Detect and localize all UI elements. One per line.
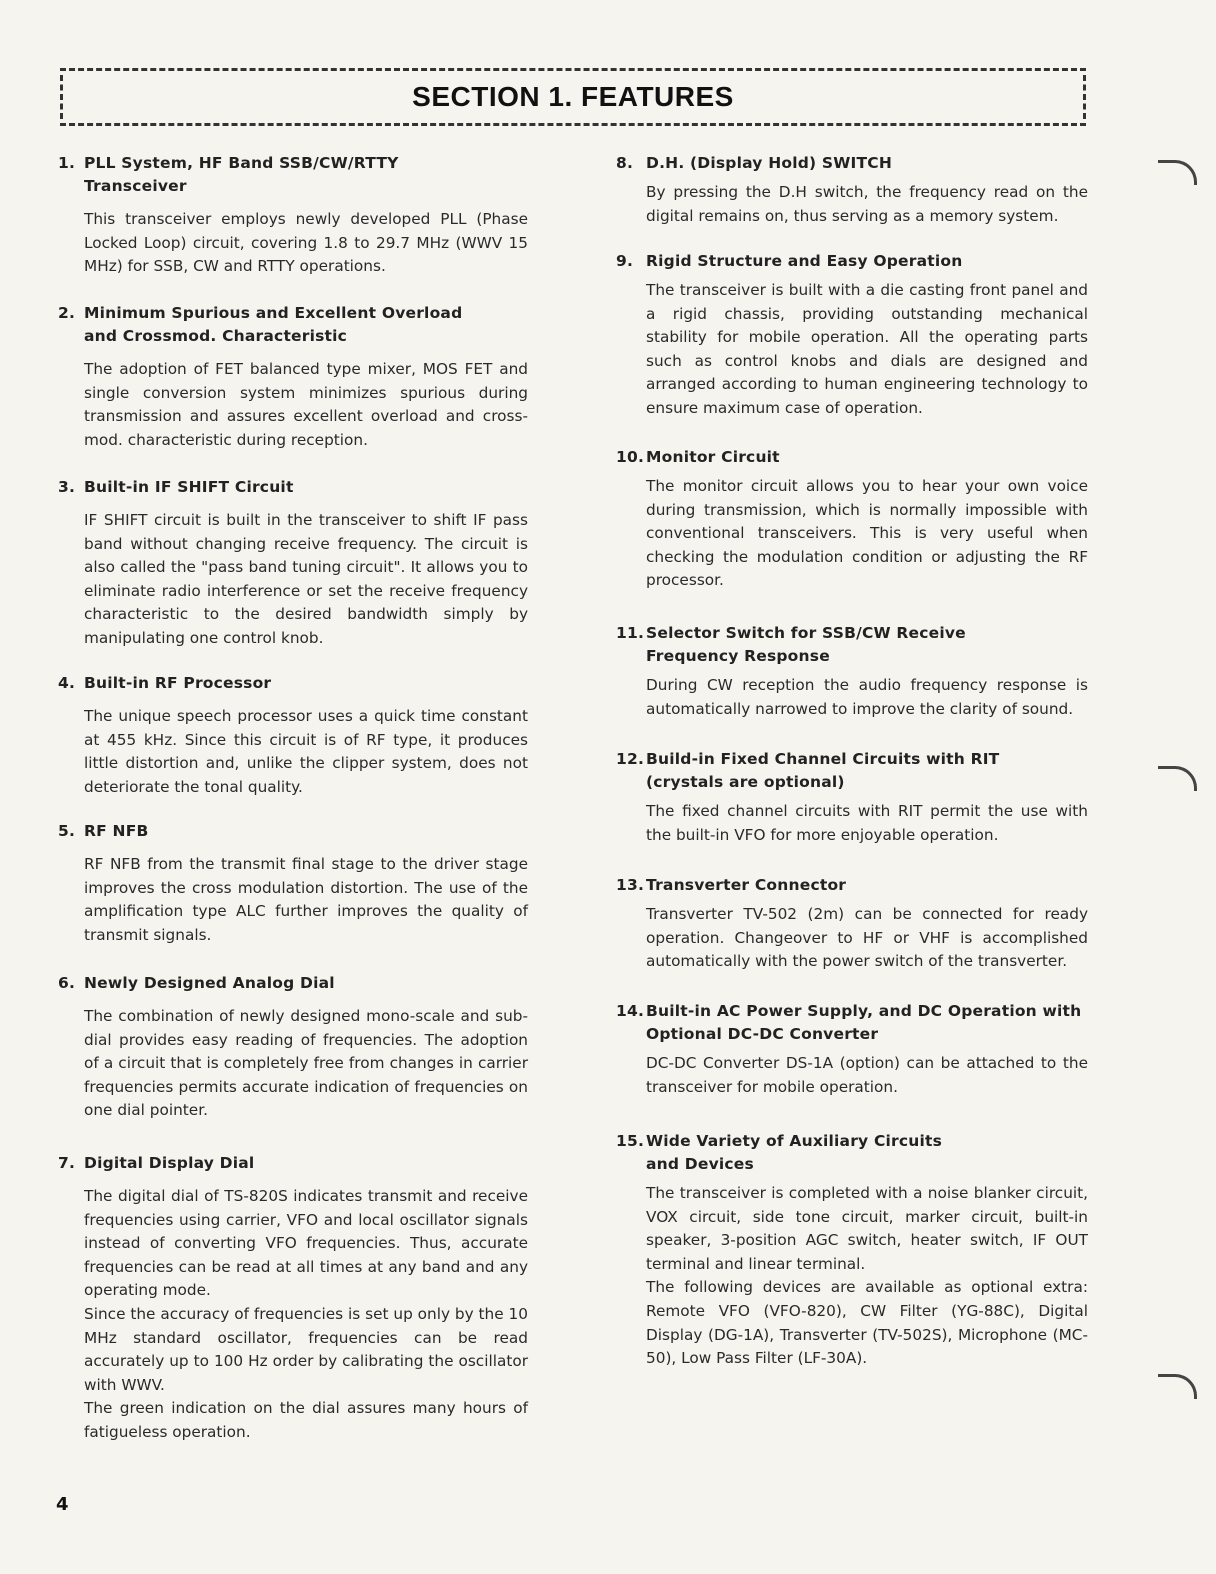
feature-title-line: D.H. (Display Hold) SWITCH <box>646 154 893 172</box>
feature-title-line: Built-in AC Power Supply, and DC Operation with <box>646 1002 1082 1020</box>
feature-paragraph: The combination of newly designed mono-scale and sub-dial provides easy reading of frequencies. The adoption of a circuit that is completely free from changes in carrier frequencies permits accurate indication of frequencies on one dial pointer. <box>84 1007 528 1120</box>
feature-heading <box>58 1152 528 1175</box>
feature-title <box>646 622 1088 668</box>
feature-item <box>616 1000 1088 1099</box>
feature-title <box>646 446 1088 469</box>
feature-title <box>646 748 1088 794</box>
feature-title-line: Digital Display Dial <box>84 1154 255 1172</box>
feature-title <box>84 152 528 198</box>
feature-title <box>646 1130 1088 1176</box>
feature-title-line: PLL System, HF Band SSB/CW/RTTY <box>84 154 399 172</box>
feature-heading <box>616 152 1088 175</box>
feature-item <box>58 152 528 279</box>
feature-title-line: and Crossmod. Characteristic <box>84 327 348 345</box>
feature-title-line: and Devices <box>646 1155 754 1173</box>
feature-paragraph: Transverter TV-502 (2m) can be connected for ready operation. Changeover to HF or VHF is accomplished automatically with the power switch of the transverter. <box>646 905 1088 971</box>
feature-number: 4. <box>58 674 76 692</box>
feature-number: 15. <box>616 1132 645 1150</box>
feature-number: 1. <box>58 154 76 172</box>
feature-description <box>646 279 1088 421</box>
feature-title-line: Wide Variety of Auxiliary Circuits <box>646 1132 943 1150</box>
feature-number: 9. <box>616 252 634 270</box>
feature-title-line: Optional DC-DC Converter <box>646 1025 879 1043</box>
feature-item <box>616 622 1088 721</box>
feature-heading <box>58 672 528 695</box>
section-header-box <box>60 68 1086 126</box>
feature-title <box>84 820 528 843</box>
feature-title <box>84 476 528 499</box>
feature-title <box>646 152 1088 175</box>
page-number: 4 <box>56 1494 69 1515</box>
feature-item <box>616 1130 1088 1371</box>
feature-paragraph: The green indication on the dial assures many hours of fatigueless operation. <box>84 1399 528 1441</box>
feature-paragraph: The following devices are available as optional extra: Remote VFO (VFO-820), CW Filter (YG-88C), Digital Display (DG-1A), Transverter (TV-502S), Microphone (MC-50), Low Pass Filter (LF-30A). <box>646 1278 1088 1368</box>
feature-number: 12. <box>616 750 645 768</box>
binder-hole-mark-top <box>1158 160 1197 185</box>
feature-paragraph: DC-DC Converter DS-1A (option) can be attached to the transceiver for mobile operation. <box>646 1054 1088 1096</box>
feature-paragraph: This transceiver employs newly developed PLL (Phase Locked Loop) circuit, covering 1.8 to 29.7 MHz (WWV 15 MHz) for SSB, CW and RTTY operations. <box>84 210 528 276</box>
feature-description <box>84 208 528 279</box>
feature-heading <box>616 1000 1088 1046</box>
feature-title-line: Built-in RF Processor <box>84 674 272 692</box>
feature-title <box>84 672 528 695</box>
feature-paragraph: Since the accuracy of frequencies is set up only by the 10 MHz standard oscillator, frequencies can be read accurately up to 100 Hz order by calibrating the oscillator with WWV. <box>84 1304 528 1394</box>
binder-hole-mark-middle <box>1158 766 1197 791</box>
feature-number: 7. <box>58 1154 76 1172</box>
feature-paragraph: The unique speech processor uses a quick time constant at 455 kHz. Since this circuit is of RF type, it produces little distortion and, unlike the clipper system, does not deteriorate the tonal quality. <box>84 707 528 796</box>
feature-description <box>646 1182 1088 1371</box>
feature-title <box>84 1152 528 1175</box>
feature-title <box>84 302 528 348</box>
feature-number: 3. <box>58 478 76 496</box>
feature-description <box>84 853 528 947</box>
feature-number: 5. <box>58 822 76 840</box>
section-title: SECTION 1. FEATURES <box>412 81 734 112</box>
feature-title-line: Selector Switch for SSB/CW Receive <box>646 624 966 642</box>
feature-number: 10. <box>616 448 645 466</box>
feature-paragraph: The adoption of FET balanced type mixer, MOS FET and single conversion system minimizes spurious during transmission and assures excellent overload and cross-mod. characteristic during reception. <box>84 360 528 449</box>
feature-description <box>646 800 1088 847</box>
feature-title <box>646 874 1088 897</box>
feature-number: 8. <box>616 154 634 172</box>
feature-heading <box>616 748 1088 794</box>
feature-description <box>646 181 1088 228</box>
feature-number: 13. <box>616 876 645 894</box>
feature-item <box>58 476 528 651</box>
feature-heading <box>616 446 1088 469</box>
feature-paragraph: The digital dial of TS-820S indicates transmit and receive frequencies using carrier, VFO and local oscillator signals instead of converting VFO frequencies. Thus, accurate frequencies can be read at all times at any band and any operating mode. <box>84 1187 528 1300</box>
feature-heading <box>616 1130 1088 1176</box>
feature-title-line: Newly Designed Analog Dial <box>84 974 335 992</box>
feature-number: 6. <box>58 974 76 992</box>
feature-paragraph: During CW reception the audio frequency response is automatically narrowed to improve the clarity of sound. <box>646 676 1088 718</box>
feature-number: 14. <box>616 1002 645 1020</box>
feature-title <box>646 1000 1088 1046</box>
feature-title-line: Built-in IF SHIFT Circuit <box>84 478 294 496</box>
feature-heading <box>616 622 1088 668</box>
feature-description <box>646 1052 1088 1099</box>
feature-paragraph: The transceiver is completed with a noise blanker circuit, VOX circuit, side tone circuit, marker circuit, built-in speaker, 3-position AGC switch, heater switch, IF OUT terminal and linear terminal. <box>646 1184 1088 1273</box>
feature-description <box>84 705 528 799</box>
feature-description <box>646 475 1088 593</box>
feature-paragraph: The monitor circuit allows you to hear your own voice during transmission, which is normally impossible with conventional transceivers. This is very useful when checking the modulation condition or adjusting the RF processor. <box>646 477 1088 590</box>
feature-number: 11. <box>616 624 645 642</box>
feature-heading <box>58 302 528 348</box>
feature-title-line: Frequency Response <box>646 647 830 665</box>
feature-item <box>616 874 1088 974</box>
feature-paragraph: RF NFB from the transmit final stage to the driver stage improves the cross modulation distortion. The use of the amplification type ALC further improves the quality of transmit signals. <box>84 855 528 944</box>
feature-description <box>646 903 1088 974</box>
feature-heading <box>58 820 528 843</box>
feature-title-line: (crystals are optional) <box>646 773 845 791</box>
feature-paragraph: The transceiver is built with a die casting front panel and a rigid chassis, providing outstanding mechanical stability for mobile operation. All the operating parts such as control knobs and dials are designed and arranged according to human engineering technology to ensure maximum case of operation. <box>646 281 1088 417</box>
feature-title-line: Rigid Structure and Easy Operation <box>646 252 963 270</box>
feature-item <box>616 250 1088 421</box>
feature-item <box>616 152 1088 228</box>
feature-item <box>58 972 528 1123</box>
binder-hole-mark-bottom <box>1158 1374 1197 1399</box>
feature-item <box>58 1152 528 1445</box>
feature-item <box>58 302 528 452</box>
feature-paragraph: IF SHIFT circuit is built in the transceiver to shift IF pass band without changing receive frequency. The circuit is also called the "pass band tuning circuit". It allows you to eliminate radio interference or set the receive frequency characteristic to the desired bandwidth simply by manipulating one control knob. <box>84 511 528 647</box>
feature-item <box>58 672 528 799</box>
feature-number: 2. <box>58 304 76 322</box>
feature-heading <box>58 972 528 995</box>
feature-description <box>84 1005 528 1123</box>
feature-item <box>616 748 1088 847</box>
feature-description <box>646 674 1088 721</box>
feature-paragraph: By pressing the D.H switch, the frequency read on the digital remains on, thus serving as a memory system. <box>646 183 1088 225</box>
feature-heading <box>616 874 1088 897</box>
feature-paragraph: The fixed channel circuits with RIT permit the use with the built-in VFO for more enjoyable operation. <box>646 802 1088 844</box>
feature-title-line: Transverter Connector <box>646 876 847 894</box>
feature-title-line: Minimum Spurious and Excellent Overload <box>84 304 463 322</box>
feature-description <box>84 1185 528 1445</box>
feature-title-line: Transceiver <box>84 177 187 195</box>
feature-title <box>646 250 1088 273</box>
feature-description <box>84 509 528 651</box>
feature-item <box>616 446 1088 593</box>
feature-title-line: Monitor Circuit <box>646 448 780 466</box>
feature-title-line: RF NFB <box>84 822 149 840</box>
feature-description <box>84 358 528 452</box>
feature-heading <box>58 152 528 198</box>
feature-title <box>84 972 528 995</box>
feature-heading <box>616 250 1088 273</box>
feature-title-line: Build-in Fixed Channel Circuits with RIT <box>646 750 1000 768</box>
feature-item <box>58 820 528 947</box>
feature-heading <box>58 476 528 499</box>
